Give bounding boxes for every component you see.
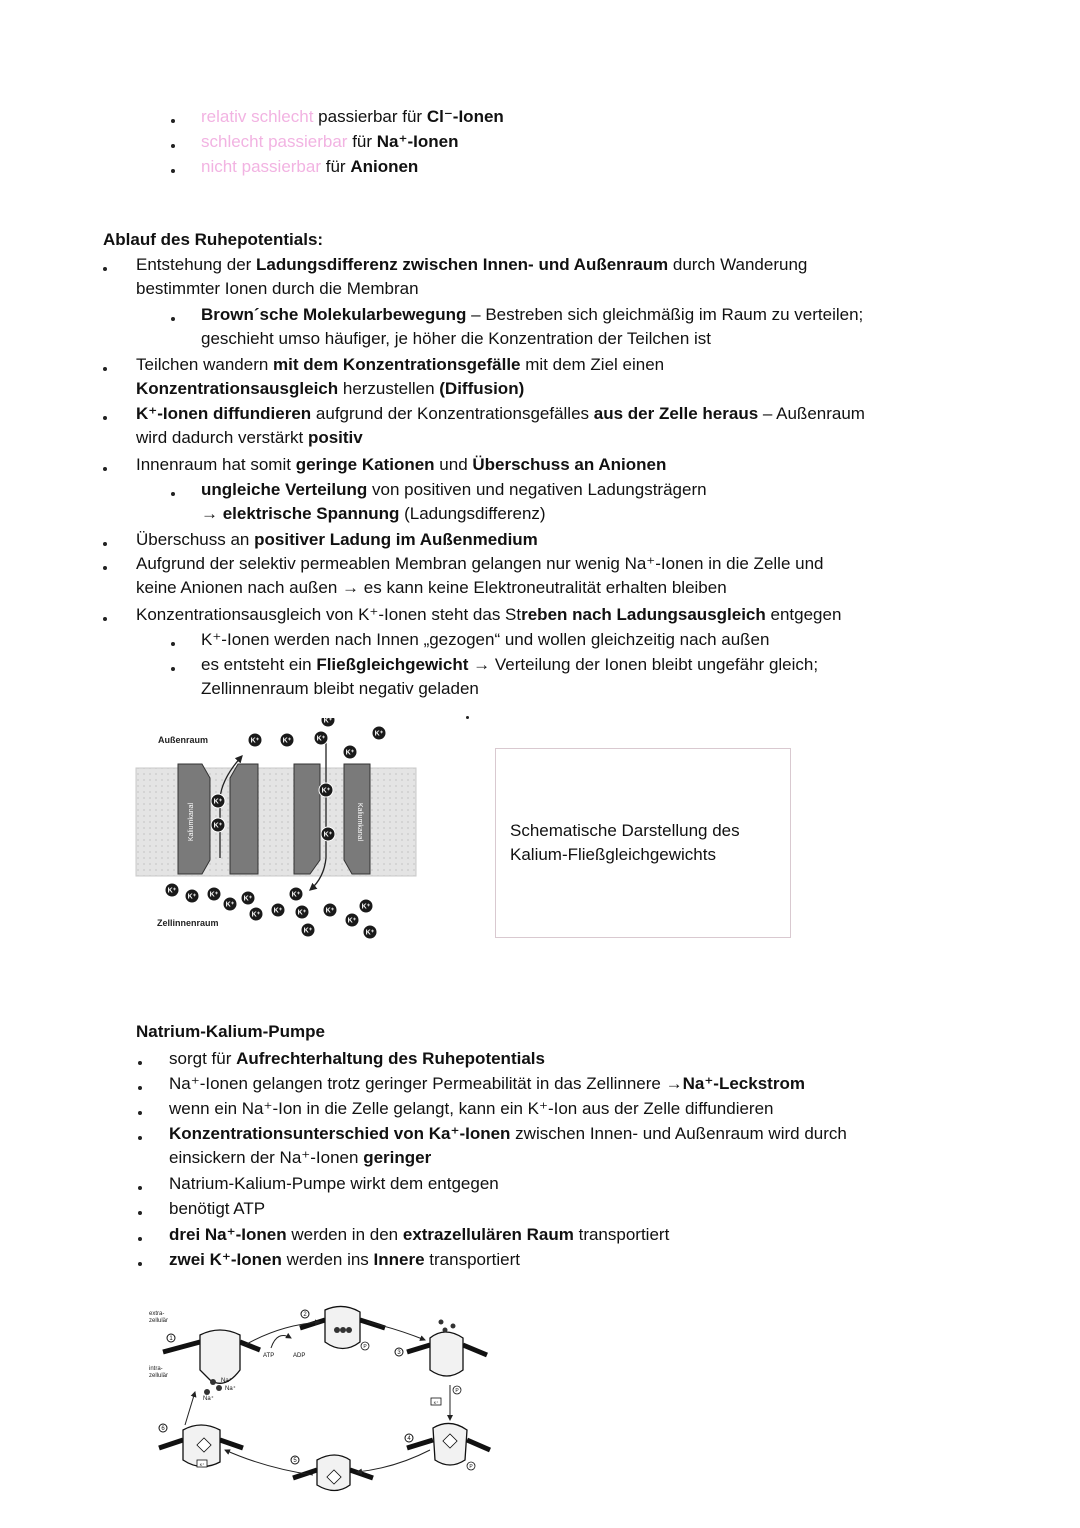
stray-dot: [466, 716, 469, 719]
bullet: [171, 119, 175, 123]
pink-text: nicht passierbar: [201, 157, 322, 176]
potassium-ion-label: K⁺: [213, 798, 223, 806]
text: für: [321, 157, 351, 176]
sub-bullet-text: K⁺-Ionen werden nach Innen „gezogen“ und wollen gleichzeitig nach außen: [201, 630, 770, 649]
bullet: [138, 1262, 142, 1266]
svg-text:K⁺: K⁺: [199, 1462, 205, 1467]
svg-text:P: P: [469, 1464, 473, 1470]
bullet-text: Na⁺-Ionen gelangen trotz geringer Permeabilität in das Zellinnere →Na⁺-Leckstrom: [169, 1074, 805, 1093]
bullet: [138, 1186, 142, 1190]
potassium-channel-diagram: [130, 718, 425, 946]
inside-label: Zellinnenraum: [157, 918, 219, 928]
potassium-ion-label: K⁺: [323, 831, 333, 839]
figure-caption: Schematische Darstellung des: [510, 821, 740, 840]
text: passierbar für: [313, 107, 427, 126]
potassium-ion-label: K⁺: [316, 735, 326, 743]
bullet: [103, 617, 107, 621]
bullet-text: zwei K⁺-Ionen werden ins Innere transportiert: [169, 1250, 521, 1269]
bullet-text-cont: Konzentrationsausgleich herzustellen (Diffusion): [136, 379, 525, 398]
adp-label: ADP: [293, 1353, 306, 1359]
bullet-text: K⁺-Ionen diffundieren aufgrund der Konzentrationsgefälles aus der Zelle heraus – Außenraum: [136, 404, 865, 423]
svg-text:6: 6: [161, 1426, 165, 1432]
potassium-ion-label: K⁺: [243, 895, 253, 903]
potassium-ion-label: K⁺: [250, 737, 260, 745]
svg-text:1: 1: [169, 1336, 173, 1342]
svg-text:K⁺: K⁺: [433, 1400, 439, 1405]
bullet-text-cont: einsickern der Na⁺-Ionen geringer: [169, 1148, 432, 1167]
permeability-item: [201, 106, 504, 128]
svg-text:P: P: [455, 1388, 459, 1394]
potassium-ion-label: K⁺: [167, 887, 177, 895]
bullet: [171, 642, 175, 646]
bullet-text: Innenraum hat somit geringe Kationen und Überschuss an Anionen: [136, 455, 667, 474]
svg-text:2: 2: [303, 1312, 307, 1318]
potassium-channel-left-b: [230, 764, 258, 874]
channel-label: Kaliumkanal: [188, 802, 195, 842]
caption-box: [495, 748, 791, 938]
svg-text:P: P: [363, 1344, 367, 1350]
bullet: [103, 542, 107, 546]
potassium-ion-label: K⁺: [251, 911, 261, 919]
bullet-text-cont: wird dadurch verstärkt positiv: [136, 428, 363, 447]
sub-bullet-text: Brown´sche Molekularbewegung – Bestreben sich gleichmäßig im Raum zu verteilen;: [201, 305, 864, 324]
extra-label: zellulär: [149, 1318, 169, 1324]
bullet-text: Überschuss an positiver Ladung im Außenmedium: [136, 530, 538, 549]
sub-bullet-text-cont: geschieht umso häufiger, je höher die Konzentration der Teilchen ist: [201, 329, 712, 348]
bullet-text: Konzentrationsunterschied von Ka⁺-Ionen zwischen Innen- und Außenraum wird durch: [169, 1124, 847, 1143]
sub-bullet-text: ungleiche Verteilung von positiven und negativen Ladungsträgern: [201, 480, 707, 499]
bullet: [171, 667, 175, 671]
permeability-item: [201, 131, 458, 153]
intra-label: intra-: [149, 1366, 163, 1372]
potassium-ion-label: K⁺: [213, 822, 223, 830]
intra-label: zellulär: [149, 1373, 169, 1379]
pink-text: relativ schlecht: [201, 107, 314, 126]
bullet: [171, 317, 175, 321]
potassium-ion-label: K⁺: [321, 787, 331, 795]
bullet: [103, 267, 107, 271]
bullet-text: Aufgrund der selektiv permeablen Membran gelangen nur wenig Na⁺-Ionen in die Zelle und: [136, 554, 824, 573]
bullet-text-cont: bestimmter Ionen durch die Membran: [136, 279, 419, 298]
potassium-ion-label: K⁺: [187, 893, 197, 901]
bullet: [103, 467, 107, 471]
potassium-ion-label: K⁺: [303, 927, 313, 935]
bullet: [138, 1061, 142, 1065]
bullet-text: drei Na⁺-Ionen werden in den extrazellulären Raum transportiert: [169, 1225, 670, 1244]
potassium-ion-label: K⁺: [347, 917, 357, 925]
bold-text: Anionen: [350, 157, 419, 176]
potassium-ion-label: K⁺: [225, 901, 235, 909]
bullet-text: Teilchen wandern mit dem Konzentrationsgefälle mit dem Ziel einen: [136, 355, 665, 374]
svg-text:3: 3: [397, 1350, 401, 1356]
bullet: [171, 492, 175, 496]
na-label: Na⁺: [221, 1378, 232, 1384]
pump-proteins: [183, 1306, 467, 1490]
bold-text: Na⁺-Ionen: [376, 132, 459, 151]
potassium-ion-label: K⁺: [361, 903, 371, 911]
sub-bullet-text-cont: Zellinnenraum bleibt negativ geladen: [201, 679, 479, 698]
na-label: Na⁺: [203, 1396, 214, 1402]
bullet-text: Entstehung der Ladungsdifferenz zwischen Innen- und Außenraum durch Wanderung: [136, 255, 808, 274]
bullet: [138, 1086, 142, 1090]
bold-text: Cl⁻-Ionen: [426, 107, 504, 126]
potassium-ion-label: K⁺: [374, 730, 384, 738]
potassium-ion-label: K⁺: [209, 891, 219, 899]
figure-caption: Kalium-Fließgleichgewichts: [510, 845, 716, 864]
potassium-ion-label: K⁺: [365, 929, 375, 937]
section-heading-pumpe: Natrium-Kalium-Pumpe: [136, 1022, 325, 1041]
sub-bullet-text: es entsteht ein Fließgleichgewicht → Verteilung der Ionen bleibt ungefähr gleich;: [201, 655, 819, 674]
bullet: [138, 1211, 142, 1215]
bullet: [103, 367, 107, 371]
atp-label: ATP: [263, 1353, 275, 1359]
potassium-channel-right-a: [294, 764, 320, 874]
bullet-text: sorgt für Aufrechterhaltung des Ruhepotentials: [169, 1049, 545, 1068]
bullet: [103, 416, 107, 420]
bullet-text: benötigt ATP: [169, 1199, 266, 1218]
extra-label: extra-: [149, 1311, 165, 1317]
channel-label: Kaliumkanal: [356, 802, 363, 842]
bullet-text: Natrium-Kalium-Pumpe wirkt dem entgegen: [169, 1174, 499, 1193]
potassium-ion-label: K⁺: [282, 737, 292, 745]
bullet-text-cont: keine Anionen nach außen → es kann keine Elektroneutralität erhalten bleiben: [136, 578, 727, 597]
sodium-potassium-pump-cycle: [145, 1300, 505, 1505]
pink-text: schlecht passierbar: [201, 132, 348, 151]
outside-label: Außenraum: [158, 735, 209, 745]
potassium-ion-label: K⁺: [345, 749, 355, 757]
section-heading-ruhepotential: Ablauf des Ruhepotentials:: [103, 230, 324, 249]
bullet: [138, 1111, 142, 1115]
bullet: [138, 1237, 142, 1241]
bullet: [171, 169, 175, 173]
sub-bullet-text-cont: → elektrische Spannung (Ladungsdifferenz): [201, 504, 546, 523]
permeability-item: [201, 156, 418, 178]
na-label: Na⁺: [225, 1386, 236, 1392]
bullet: [171, 144, 175, 148]
potassium-ion-label: K⁺: [273, 907, 283, 915]
potassium-ion-label: K⁺: [291, 891, 301, 899]
svg-text:4: 4: [407, 1436, 411, 1442]
potassium-ion-label: K⁺: [297, 909, 307, 917]
bullet: [103, 566, 107, 570]
svg-text:5: 5: [293, 1458, 297, 1464]
potassium-box-labels: [200, 1400, 439, 1467]
text: für: [347, 132, 377, 151]
bullet-text: Konzentrationsausgleich von K⁺-Ionen steht das Streben nach Ladungsausgleich entgegen: [136, 605, 842, 624]
potassium-ion-label: K⁺: [325, 907, 335, 915]
bullet: [138, 1136, 142, 1140]
bullet-text: wenn ein Na⁺-Ion in die Zelle gelangt, kann ein K⁺-Ion aus der Zelle diffundieren: [169, 1099, 774, 1118]
potassium-ion-label: K⁺: [323, 718, 333, 725]
